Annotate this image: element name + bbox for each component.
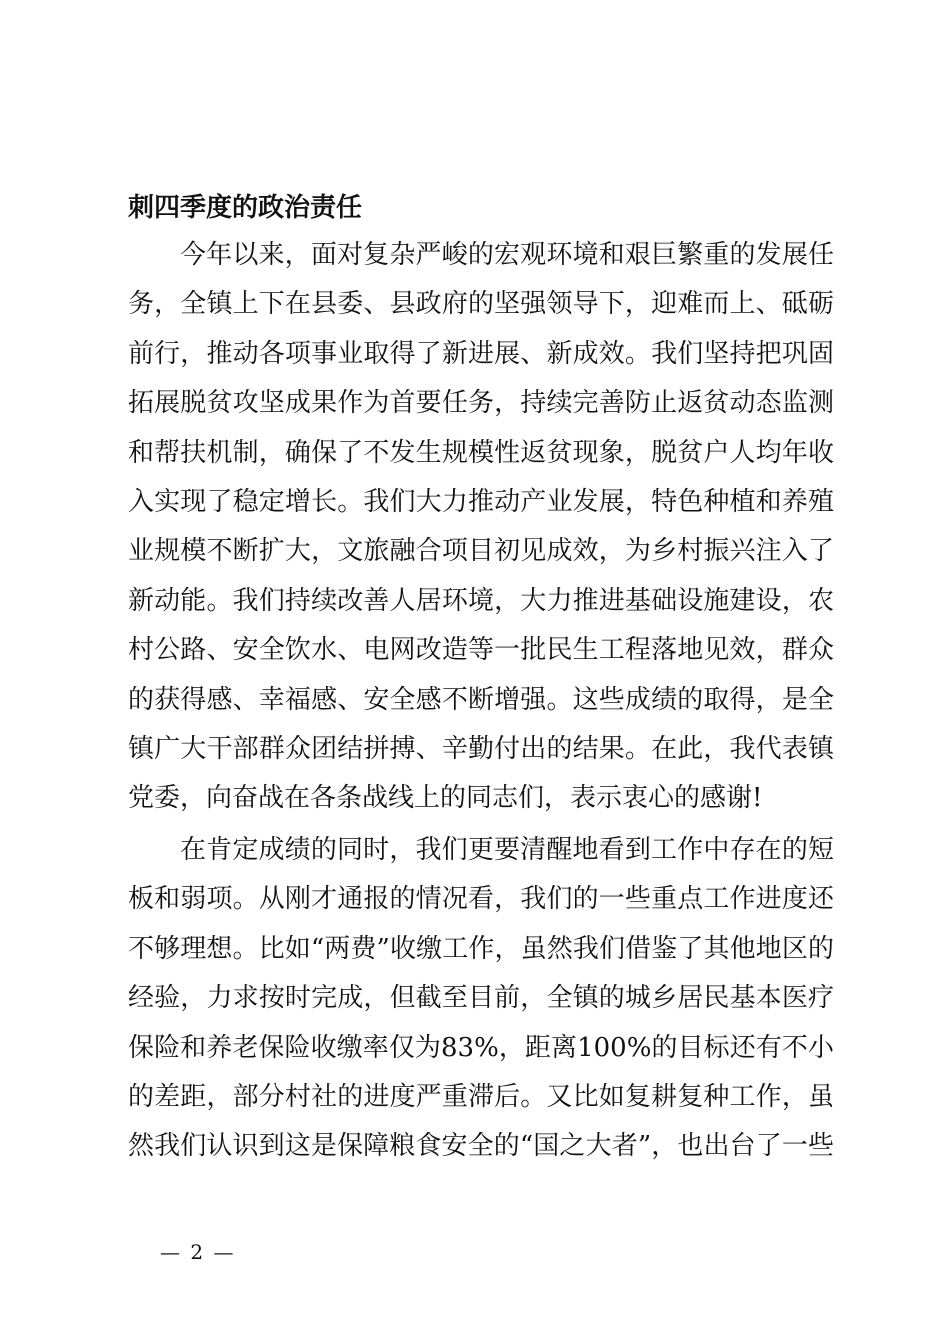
paragraph-line: 不够理想。比如“两费”收缴工作，虽然我们借鉴了其他地区的 — [128, 933, 834, 964]
paragraph-line: 的差距，部分村社的进度严重滞后。又比如复耕复种工作，虽 — [128, 1081, 834, 1112]
paragraph-line: 今年以来，面对复杂严峻的宏观环境和艰巨繁重的发展任 — [180, 240, 834, 270]
paragraph-line: 在肯定成绩的同时，我们更要清醒地看到工作中存在的短 — [180, 835, 834, 865]
paragraph-line: 的获得感、幸福感、安全感不断增强。这些成绩的取得，是全 — [128, 684, 834, 715]
paragraph-line: 然我们认识到这是保障粮食安全的“国之大者”，也出台了一些 — [128, 1131, 834, 1162]
paragraph-line: 村公路、安全饮水、电网改造等一批民生工程落地见效，群众 — [128, 635, 834, 666]
paragraph-line: 新动能。我们持续改善人居环境，大力推进基础设施建设，农 — [128, 585, 834, 616]
paragraph-line: 板和弱项。从刚才通报的情况看，我们的一些重点工作进度还 — [128, 884, 834, 915]
paragraph-line: 经验，力求按时完成，但截至目前，全镇的城乡居民基本医疗 — [128, 983, 834, 1014]
paragraph-shortcomings — [128, 826, 834, 1172]
paragraph-line: 入实现了稳定增长。我们大力推动产业发展，特色种植和养殖 — [128, 486, 834, 517]
paragraph-achievements — [128, 231, 834, 824]
paragraph-line: 业规模不断扩大，文旅融合项目初见成效，为乡村振兴注入了 — [128, 536, 834, 567]
paragraph-line: 党委，向奋战在各条战线上的同志们，表示衷心的感谢! — [128, 783, 763, 814]
paragraph-line: 和帮扶机制，确保了不发生规模性返贫现象，脱贫户人均年收 — [128, 437, 834, 468]
paragraph-line: 镇广大干部群众团结拼搏、辛勤付出的结果。在此，我代表镇 — [128, 733, 834, 764]
paragraph-line: 务，全镇上下在县委、县政府的坚强领导下，迎难而上、砥砺 — [128, 289, 834, 320]
page-number: — 2 — — [160, 1240, 236, 1264]
section-heading: 刺四季度的政治责任 — [128, 193, 363, 223]
paragraph-line: 保险和养老保险收缴率仅为83%，距离100%的目标还有不小 — [128, 1032, 834, 1063]
paragraph-line: 拓展脱贫攻坚成果作为首要任务，持续完善防止返贫动态监测 — [128, 388, 834, 419]
paragraph-line: 前行，推动各项事业取得了新进展、新成效。我们坚持把巩固 — [128, 338, 834, 369]
